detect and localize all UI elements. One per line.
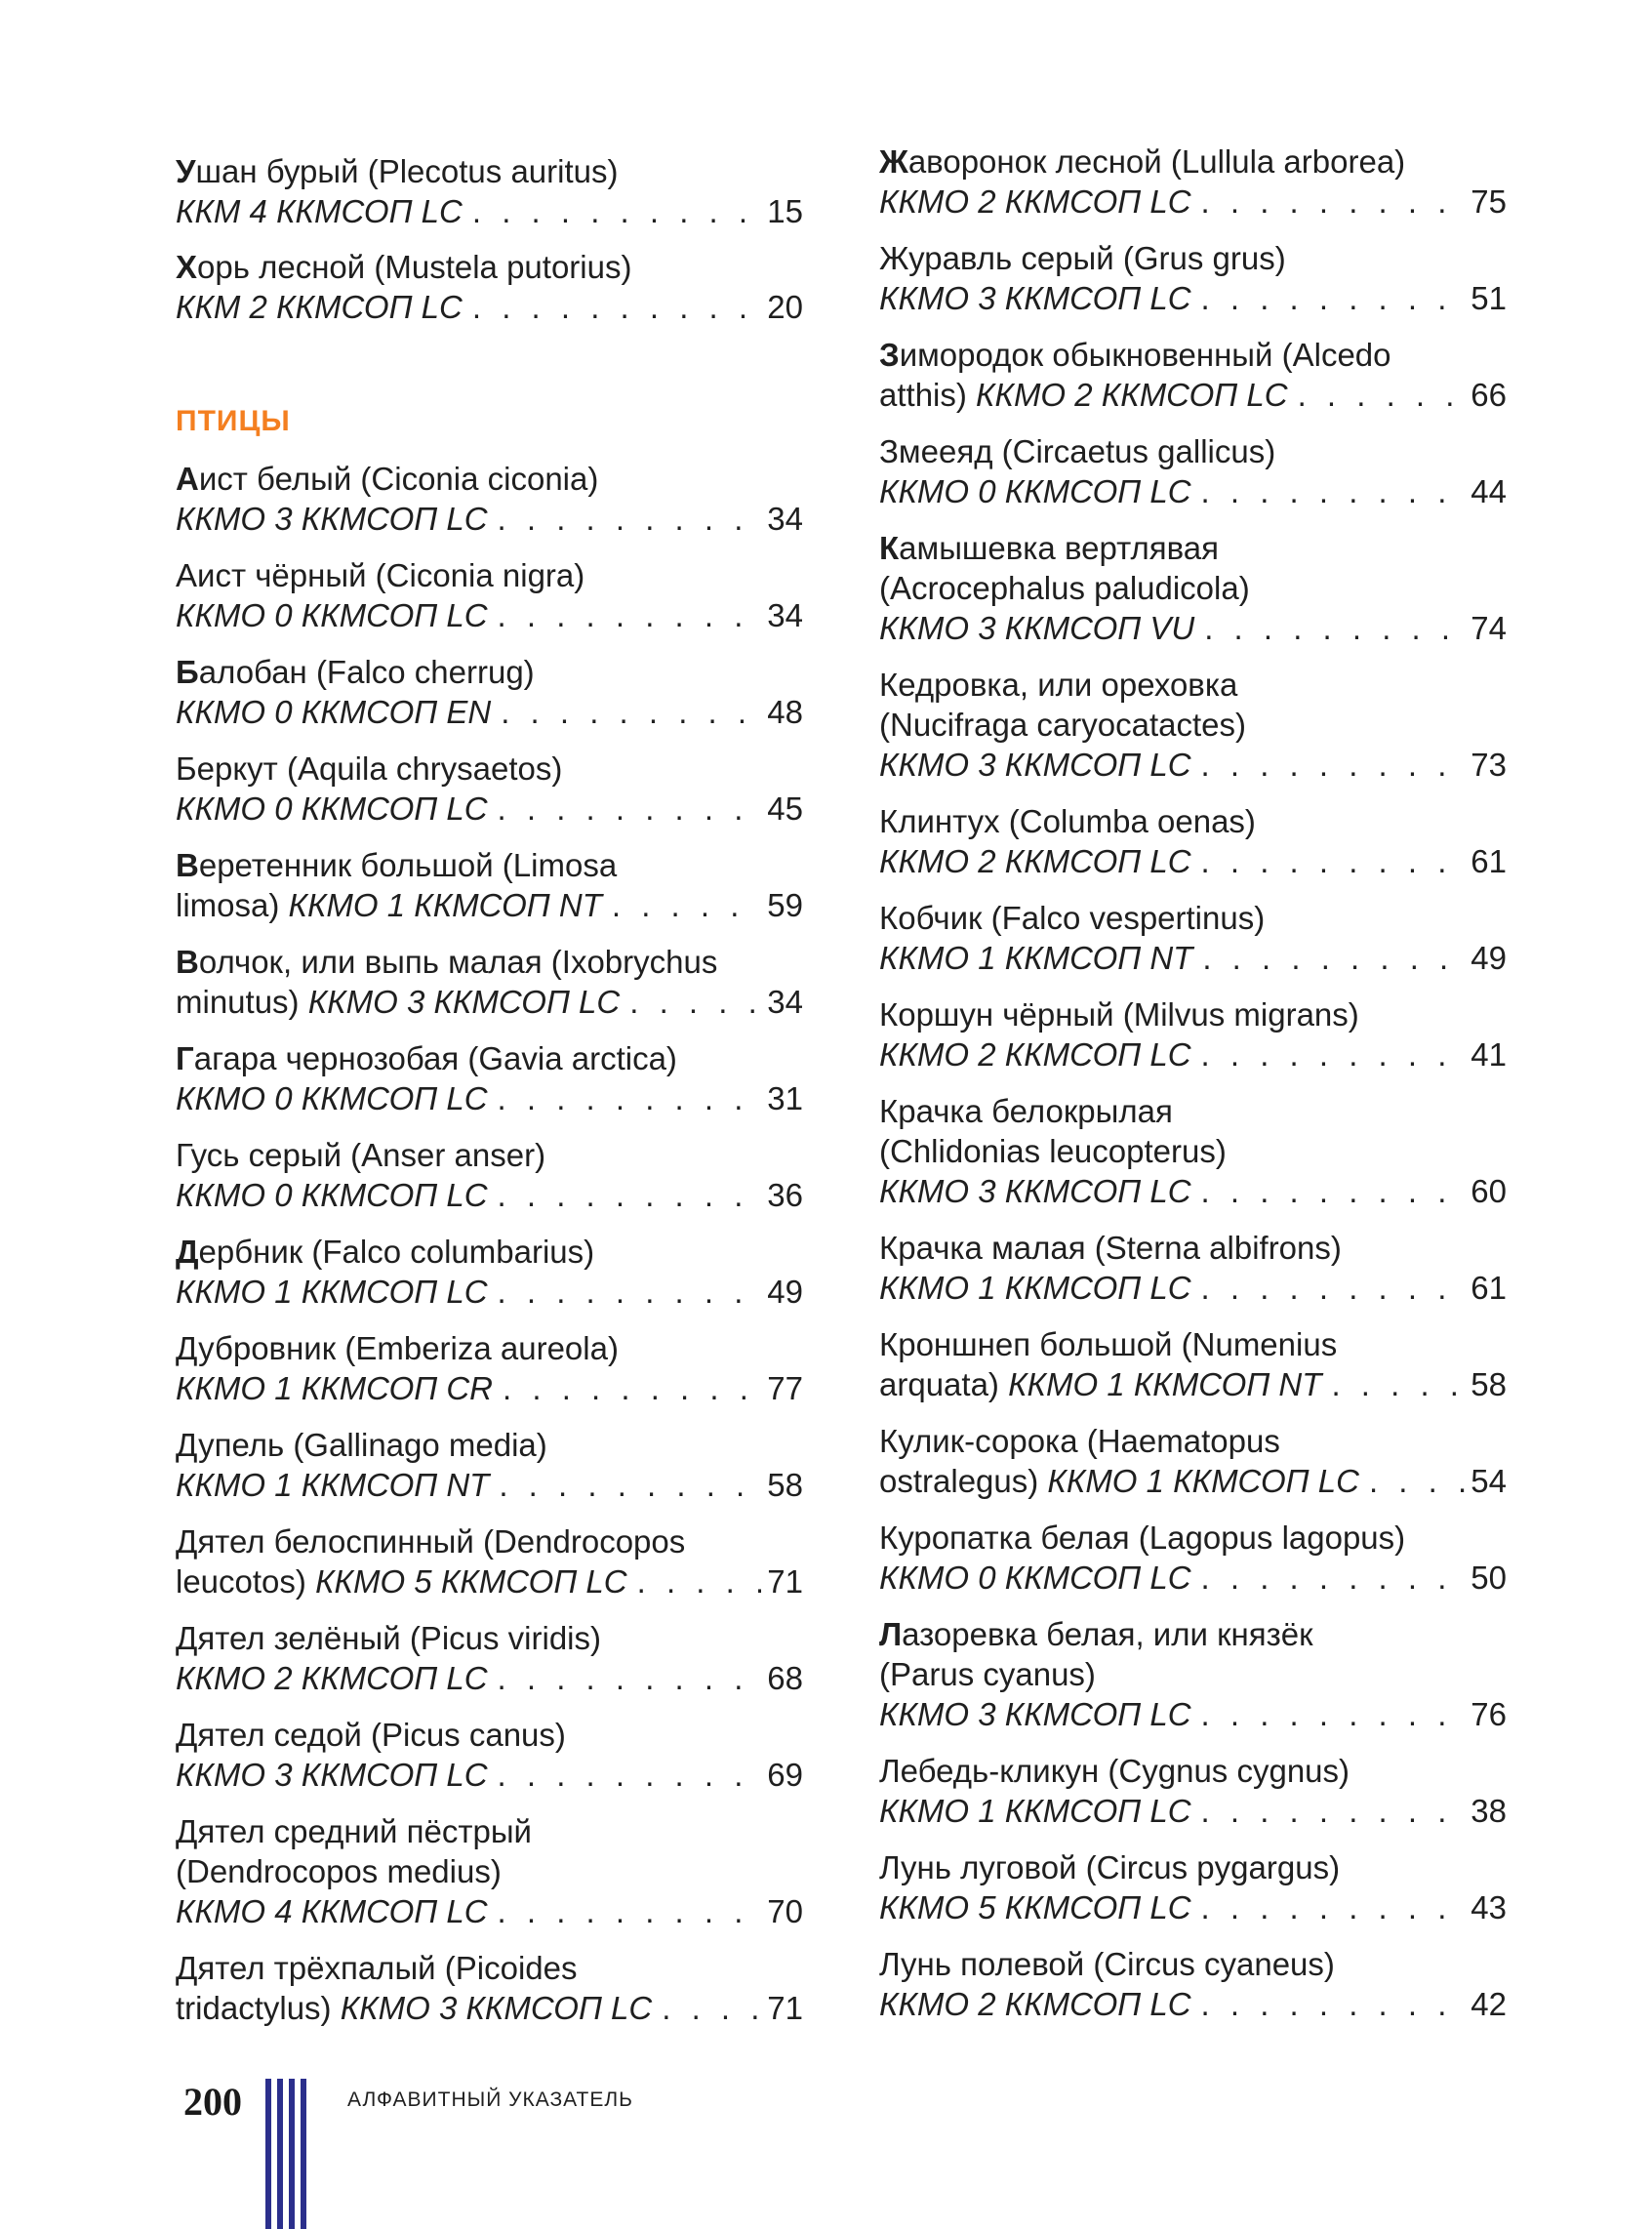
entry-page-number: 68: [767, 1660, 803, 1696]
entry-latin-line: [879, 568, 1507, 608]
entry-name: Дятел трёхпалый (Picoides: [176, 1950, 578, 1986]
entry-page-number: 38: [1471, 1793, 1507, 1829]
index-entry: [879, 1091, 1507, 1211]
entry-page-number: 58: [767, 1467, 803, 1503]
entry-initial-letter: Х: [176, 249, 198, 285]
index-entry: [879, 238, 1507, 318]
entry-status-line: [879, 1887, 1507, 1927]
entry-latin-line: [879, 705, 1507, 745]
entry-title-line: [176, 1038, 803, 1078]
entry-name: аворонок лесной (Lullula arborea): [907, 143, 1406, 180]
entry-name: Лебедь-кликун (Cygnus cygnus): [879, 1753, 1350, 1789]
entry-latin-line: [879, 1131, 1507, 1171]
entry-initial-letter: В: [176, 847, 199, 883]
index-entry: [176, 1232, 803, 1312]
entry-status-line: [176, 1078, 803, 1118]
dot-leader: [662, 1988, 761, 2028]
entry-title-line: [176, 555, 803, 595]
entry-title-line: [176, 1232, 803, 1272]
dot-leader: [499, 1465, 761, 1505]
entry-title-line: [879, 1944, 1507, 1984]
entry-status-line: [879, 938, 1507, 978]
entry-conservation-status: ККМ 4 ККМСОП LC: [176, 193, 463, 229]
entry-page-number: 44: [1471, 473, 1507, 509]
entry-conservation-status: ККМО 1 ККМСОП NT: [879, 940, 1193, 976]
entry-status-line: [176, 191, 803, 231]
entry-conservation-status: ККМО 4 ККМСОП LC: [176, 1893, 488, 1929]
entry-status-line: [176, 789, 803, 829]
index-entry: [176, 1811, 803, 1931]
entry-latin-name: (Acrocephalus paludicola): [879, 570, 1250, 606]
entry-status-line: [879, 278, 1507, 318]
entry-initial-letter: Д: [176, 1234, 199, 1270]
entry-conservation-status: ККМО 2 ККМСОП LC: [176, 1660, 488, 1696]
entry-conservation-status: ККМО 3 ККМСОП LC: [307, 984, 621, 1020]
entry-page-number: 41: [1471, 1036, 1507, 1073]
index-entry: [176, 1521, 803, 1601]
entry-page-number: 61: [1471, 1270, 1507, 1306]
dot-leader: [472, 287, 761, 327]
index-entry: [176, 1038, 803, 1118]
entry-page-number: 73: [1471, 747, 1507, 783]
entry-page-number: 42: [1471, 1986, 1507, 2022]
entry-title-line: [879, 335, 1507, 375]
entry-page-number: 15: [767, 193, 803, 229]
index-entry: [879, 1324, 1507, 1404]
entry-page-number: 34: [767, 501, 803, 537]
entry-latin-name: (Chlidonias leucopterus): [879, 1133, 1227, 1169]
entry-title-line: [176, 942, 803, 982]
dot-leader: [1298, 375, 1466, 415]
entry-latin-name: (Dendrocopos medius): [176, 1853, 502, 1889]
dot-leader: [1201, 182, 1466, 222]
dot-leader: [498, 595, 762, 635]
page-footer: [183, 2079, 769, 2229]
dot-leader: [1201, 1791, 1466, 1831]
index-entry: [176, 1618, 803, 1698]
entry-title-line: [879, 1751, 1507, 1791]
dot-leader: [1201, 1034, 1466, 1074]
dot-leader: [498, 1078, 762, 1118]
dot-leader: [498, 1658, 762, 1698]
footer-bar: [289, 2079, 295, 2229]
entry-conservation-status: ККМ 2 ККМСОП LC: [176, 289, 463, 325]
entry-title-line: [176, 1715, 803, 1755]
entry-page-number: 54: [1471, 1463, 1507, 1499]
entry-name: Дятел зелёный (Picus viridis): [176, 1620, 601, 1656]
entry-page-number: 49: [1471, 940, 1507, 976]
index-entry: [176, 942, 803, 1022]
entry-status-line: [879, 471, 1507, 511]
entry-conservation-status: ККМО 3 ККМСОП VU: [879, 610, 1195, 646]
dot-leader: [1201, 1171, 1466, 1211]
entry-name: Коршун чёрный (Milvus migrans): [879, 996, 1359, 1033]
dot-leader: [1202, 938, 1465, 978]
entry-status-line: [176, 1891, 803, 1931]
entry-conservation-status: ККМО 3 ККМСОП LC: [879, 280, 1191, 316]
entry-latin-continuation: tridactylus): [176, 1990, 341, 2026]
entry-page-number: 60: [1471, 1173, 1507, 1209]
index-entry: [176, 459, 803, 539]
entry-status-line: [879, 745, 1507, 785]
entry-title-line: [879, 142, 1507, 182]
entry-title-line: [176, 1521, 803, 1561]
entry-name: Крачка белокрылая: [879, 1093, 1173, 1129]
dot-leader: [1331, 1364, 1465, 1404]
entry-page-number: 51: [1471, 280, 1507, 316]
entry-name: еретенник большой (Limosa: [198, 847, 618, 883]
page-number: 200: [183, 2080, 242, 2124]
entry-status-line: [879, 1984, 1507, 2024]
entry-conservation-status: ККМО 3 ККМСОП LC: [879, 1173, 1191, 1209]
index-entry: [176, 151, 803, 231]
index-entry: [176, 1948, 803, 2028]
entry-status-line: [879, 1558, 1507, 1598]
entry-latin-continuation: arquata): [879, 1366, 1009, 1402]
entry-name: олчок, или выпь малая (Ixobrychus: [198, 944, 718, 980]
entry-conservation-status: ККМО 2 ККМСОП LC: [879, 843, 1191, 879]
entry-status-line: [176, 982, 803, 1022]
entry-initial-letter: З: [879, 337, 900, 373]
dot-leader: [1201, 1887, 1466, 1927]
entry-page-number: 50: [1471, 1560, 1507, 1596]
index-entry: [879, 994, 1507, 1074]
dot-leader: [503, 1368, 761, 1408]
index-entry: [176, 1135, 803, 1215]
entry-status-line: [176, 499, 803, 539]
entry-page-number: 69: [767, 1757, 803, 1793]
entry-name: Дятел белоспинный (Dendrocopos: [176, 1523, 686, 1560]
entry-conservation-status: ККМО 2 ККМСОП LC: [879, 1986, 1191, 2022]
entry-conservation-status: ККМО 3 ККМСОП LC: [340, 1990, 653, 2026]
entry-status-line: [176, 1175, 803, 1215]
entry-latin-name: (Parus cyanus): [879, 1656, 1096, 1692]
entry-conservation-status: ККМО 1 ККМСОП NT: [176, 1467, 490, 1503]
index-entry: [879, 1614, 1507, 1734]
entry-title-line: [176, 749, 803, 789]
dot-leader: [498, 1272, 762, 1312]
entry-status-line: [176, 692, 803, 732]
entry-name: ербник (Falco columbarius): [198, 1234, 595, 1270]
entry-name: шан бурый (Plecotus auritus): [195, 153, 619, 189]
entry-conservation-status: ККМО 1 ККМСОП LC: [879, 1793, 1191, 1829]
entry-status-line: [879, 1364, 1507, 1404]
entry-initial-letter: В: [176, 944, 199, 980]
dot-leader: [637, 1561, 762, 1601]
entry-status-line: [879, 1461, 1507, 1501]
dot-leader: [1201, 278, 1466, 318]
entry-title-line: [176, 1328, 803, 1368]
index-entry: [879, 801, 1507, 881]
entry-title-line: [879, 431, 1507, 471]
index-entry: [879, 1228, 1507, 1308]
entry-title-line: [176, 652, 803, 692]
entry-page-number: 71: [767, 1990, 803, 2026]
entry-conservation-status: ККМО 5 ККМСОП LC: [879, 1889, 1191, 1925]
dot-leader: [1201, 841, 1466, 881]
entry-page-number: 59: [767, 887, 803, 923]
entry-status-line: [176, 595, 803, 635]
entry-status-line: [879, 841, 1507, 881]
entry-latin-continuation: limosa): [176, 887, 289, 923]
entry-title-line: [176, 1618, 803, 1658]
entry-name: Гусь серый (Anser anser): [176, 1137, 546, 1173]
entry-title-line: [879, 898, 1507, 938]
entry-initial-letter: Л: [879, 1616, 903, 1652]
entry-title-line: [879, 1421, 1507, 1461]
entry-page-number: 43: [1471, 1889, 1507, 1925]
entry-status-line: [176, 885, 803, 925]
entry-status-line: [176, 1272, 803, 1312]
entry-status-line: [176, 1561, 803, 1601]
index-entry: [879, 1421, 1507, 1501]
entry-initial-letter: Г: [176, 1040, 194, 1076]
entry-title-line: [879, 1091, 1507, 1131]
index-entry: [879, 665, 1507, 785]
entry-latin-line: [176, 1851, 803, 1891]
entry-conservation-status: ККМО 3 ККМСОП LC: [879, 747, 1191, 783]
entry-status-line: [879, 1268, 1507, 1308]
entry-conservation-status: ККМО 0 ККМСОП LC: [879, 1560, 1191, 1596]
entry-status-line: [176, 1368, 803, 1408]
entry-latin-continuation: atthis): [879, 377, 977, 413]
entry-name: Лунь полевой (Circus cyaneus): [879, 1946, 1335, 1982]
entry-page-number: 31: [767, 1080, 803, 1116]
dot-leader: [1201, 1694, 1466, 1734]
entry-name: Змееяд (Circaetus gallicus): [879, 433, 1276, 469]
entry-conservation-status: ККМО 3 ККМСОП LC: [176, 1757, 488, 1793]
entry-page-number: 45: [767, 790, 803, 827]
entry-page-number: 34: [767, 984, 803, 1020]
entry-name: Кулик-сорока (Haematopus: [879, 1423, 1280, 1459]
entry-name: Дятел седой (Picus canus): [176, 1717, 566, 1753]
entry-status-line: [879, 1791, 1507, 1831]
entry-page-number: 61: [1471, 843, 1507, 879]
entry-status-line: [176, 1988, 803, 2028]
entry-name: Кедровка, или ореховка: [879, 667, 1238, 703]
index-entry: [176, 1328, 803, 1408]
entry-status-line: [879, 608, 1507, 648]
entry-title-line: [176, 845, 803, 885]
entry-name: Кроншнеп большой (Numenius: [879, 1326, 1338, 1362]
entry-title-line: [176, 1948, 803, 1988]
index-entry: [879, 431, 1507, 511]
index-entry: [176, 555, 803, 635]
entry-title-line: [879, 1324, 1507, 1364]
index-entry: [879, 142, 1507, 222]
entry-conservation-status: ККМО 1 ККМСОП NT: [288, 887, 602, 923]
entry-name: Кобчик (Falco vespertinus): [879, 900, 1266, 936]
entry-page-number: 48: [767, 694, 803, 730]
entry-initial-letter: А: [176, 461, 199, 497]
entry-title-line: [176, 1135, 803, 1175]
dot-leader: [1201, 1268, 1466, 1308]
entry-page-number: 34: [767, 597, 803, 633]
entry-latin-name: (Nucifraga caryocatactes): [879, 707, 1246, 743]
entry-page-number: 75: [1471, 183, 1507, 220]
section-title-birds: ПТИЦЫ: [176, 405, 291, 437]
index-entry: [879, 898, 1507, 978]
entry-title-line: [176, 151, 803, 191]
index-entry: [176, 1425, 803, 1505]
entry-conservation-status: ККМО 1 ККМСОП LC: [1047, 1463, 1359, 1499]
index-entry: [176, 1715, 803, 1795]
entry-status-line: [879, 1694, 1507, 1734]
entry-status-line: [879, 1171, 1507, 1211]
entry-conservation-status: ККМО 3 ККМСОП LC: [176, 501, 488, 537]
entry-name: Клинтух (Columba oenas): [879, 803, 1256, 839]
entry-title-line: [879, 528, 1507, 568]
entry-title-line: [176, 247, 803, 287]
entry-name: Дупель (Gallinago media): [176, 1427, 547, 1463]
entry-name: азоревка белая, или князёк: [902, 1616, 1313, 1652]
entry-conservation-status: ККМО 5 ККМСОП LC: [315, 1563, 627, 1600]
entry-title-line: [879, 994, 1507, 1034]
dot-leader: [498, 789, 762, 829]
entry-name: Беркут (Aquila chrysaetos): [176, 750, 563, 787]
index-entry: [879, 1751, 1507, 1831]
entry-conservation-status: ККМО 2 ККМСОП LC: [976, 377, 1288, 413]
dot-leader: [1369, 1461, 1465, 1501]
entry-conservation-status: ККМО 3 ККМСОП LC: [879, 1696, 1191, 1732]
dot-leader: [498, 1891, 762, 1931]
dot-leader: [1204, 608, 1465, 648]
entry-name: Дятел средний пёстрый: [176, 1813, 532, 1849]
entry-name: агара чернозобая (Gavia arctica): [193, 1040, 677, 1076]
entry-page-number: 71: [767, 1563, 803, 1600]
entry-name: Дубровник (Emberiza aureola): [176, 1330, 619, 1366]
dot-leader: [501, 692, 761, 732]
entry-status-line: [879, 1034, 1507, 1074]
entry-initial-letter: Б: [176, 654, 199, 690]
entry-title-line: [176, 1811, 803, 1851]
dot-leader: [498, 1175, 762, 1215]
entry-title-line: [879, 801, 1507, 841]
entry-conservation-status: ККМО 0 ККМСОП LC: [879, 473, 1191, 509]
entry-status-line: [176, 287, 803, 327]
entry-page-number: 74: [1471, 610, 1507, 646]
entry-name: Журавль серый (Grus grus): [879, 240, 1286, 276]
entry-conservation-status: ККМО 1 ККМСОП NT: [1008, 1366, 1322, 1402]
entry-conservation-status: ККМО 0 ККМСОП LC: [176, 597, 488, 633]
entry-title-line: [176, 459, 803, 499]
entry-status-line: [879, 182, 1507, 222]
index-entry: [879, 1944, 1507, 2024]
dot-leader: [1201, 1558, 1466, 1598]
entry-page-number: 20: [767, 289, 803, 325]
dot-leader: [498, 499, 762, 539]
index-entry: [879, 1847, 1507, 1927]
dot-leader: [472, 191, 761, 231]
dot-leader: [1201, 745, 1466, 785]
index-entry: [176, 247, 803, 327]
entry-latin-line: [879, 1654, 1507, 1694]
entry-name: Лунь луговой (Circus pygargus): [879, 1849, 1341, 1885]
entry-title-line: [879, 665, 1507, 705]
entry-latin-continuation: leucotos): [176, 1563, 316, 1600]
entry-conservation-status: ККМО 2 ККМСОП LC: [879, 183, 1191, 220]
footer-bar: [265, 2079, 271, 2229]
index-entry: [176, 845, 803, 925]
entry-title-line: [879, 1847, 1507, 1887]
entry-status-line: [176, 1465, 803, 1505]
entry-title-line: [879, 1614, 1507, 1654]
entry-title-line: [176, 1425, 803, 1465]
dot-leader: [1201, 1984, 1466, 2024]
entry-initial-letter: У: [176, 153, 196, 189]
footer-bar: [277, 2079, 283, 2229]
entry-name: ист белый (Ciconia ciconia): [198, 461, 599, 497]
entry-conservation-status: ККМО 0 ККМСОП LC: [176, 1177, 488, 1213]
entry-conservation-status: ККМО 0 ККМСОП LC: [176, 1080, 488, 1116]
entry-page-number: 36: [767, 1177, 803, 1213]
dot-leader: [498, 1755, 762, 1795]
entry-initial-letter: К: [879, 530, 900, 566]
dot-leader: [612, 885, 761, 925]
entry-conservation-status: ККМО 0 ККМСОП LC: [176, 790, 488, 827]
entry-name: Аист чёрный (Ciconia nigra): [176, 557, 585, 593]
entry-latin-continuation: ostralegus): [879, 1463, 1048, 1499]
entry-page-number: 76: [1471, 1696, 1507, 1732]
entry-name: Куропатка белая (Lagopus lagopus): [879, 1520, 1406, 1556]
entry-page-number: 70: [767, 1893, 803, 1929]
index-entry: [176, 652, 803, 732]
dot-leader: [1201, 471, 1466, 511]
entry-status-line: [879, 375, 1507, 415]
entry-status-line: [176, 1755, 803, 1795]
index-entry: [879, 335, 1507, 415]
entry-name: алобан (Falco cherrug): [198, 654, 535, 690]
entry-title-line: [879, 1228, 1507, 1268]
entry-status-line: [176, 1658, 803, 1698]
entry-name: Крачка малая (Sterna albifrons): [879, 1230, 1342, 1266]
entry-latin-continuation: minutus): [176, 984, 308, 1020]
index-entry: [176, 749, 803, 829]
entry-page-number: 58: [1471, 1366, 1507, 1402]
footer-bar: [301, 2079, 306, 2229]
entry-page-number: 66: [1471, 377, 1507, 413]
entry-name: имородок обыкновенный (Alcedo: [899, 337, 1391, 373]
footer-bars-decoration: [265, 2079, 312, 2229]
entry-conservation-status: ККМО 2 ККМСОП LC: [879, 1036, 1191, 1073]
entry-name: амышевка вертлявая: [899, 530, 1219, 566]
dot-leader: [629, 982, 761, 1022]
entry-conservation-status: ККМО 1 ККМСОП LC: [879, 1270, 1191, 1306]
entry-page-number: 77: [767, 1370, 803, 1406]
entry-initial-letter: Ж: [879, 143, 908, 180]
entry-page-number: 49: [767, 1274, 803, 1310]
index-entry: [879, 1518, 1507, 1598]
entry-conservation-status: ККМО 1 ККМСОП CR: [176, 1370, 494, 1406]
entry-name: орь лесной (Mustela putorius): [197, 249, 632, 285]
index-entry: [879, 528, 1507, 648]
entry-title-line: [879, 238, 1507, 278]
footer-section-label: АЛФАВИТНЫЙ УКАЗАТЕЛЬ: [347, 2088, 633, 2111]
entry-conservation-status: ККМО 0 ККМСОП EN: [176, 694, 492, 730]
entry-title-line: [879, 1518, 1507, 1558]
entry-conservation-status: ККМО 1 ККМСОП LC: [176, 1274, 488, 1310]
